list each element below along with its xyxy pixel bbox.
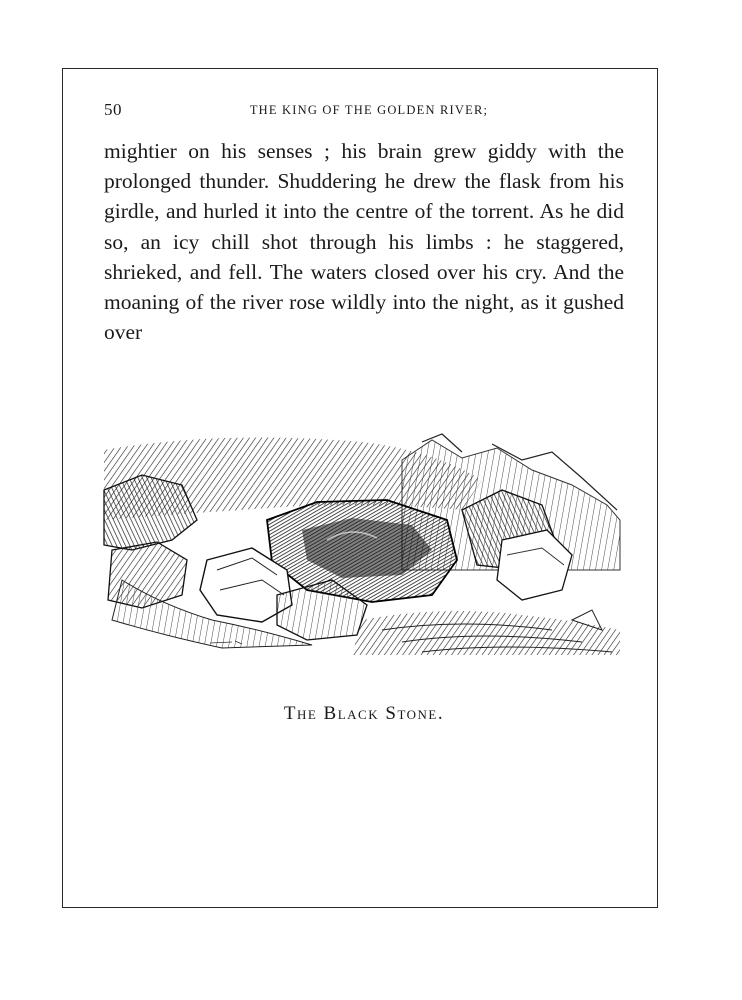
engraving-black-stone-icon [102,430,622,660]
body-paragraph: mightier on his senses ; his brain grew giddy with the prolonged thunder. Shuddering he drew the flask from his girdle, and hurled it into the centre of the torrent. As he did so, an icy chill shot through his limbs : he staggered, shrieked, and fell. The waters closed over his cry. And the moaning of the river rose wildly into the night, as it gushed over [104,139,624,345]
running-title: THE KING OF THE GOLDEN RIVER; [249,103,489,117]
page-header [104,100,624,122]
illustration-caption: The Black Stone. [283,703,445,724]
page-number: 50 [104,100,122,119]
